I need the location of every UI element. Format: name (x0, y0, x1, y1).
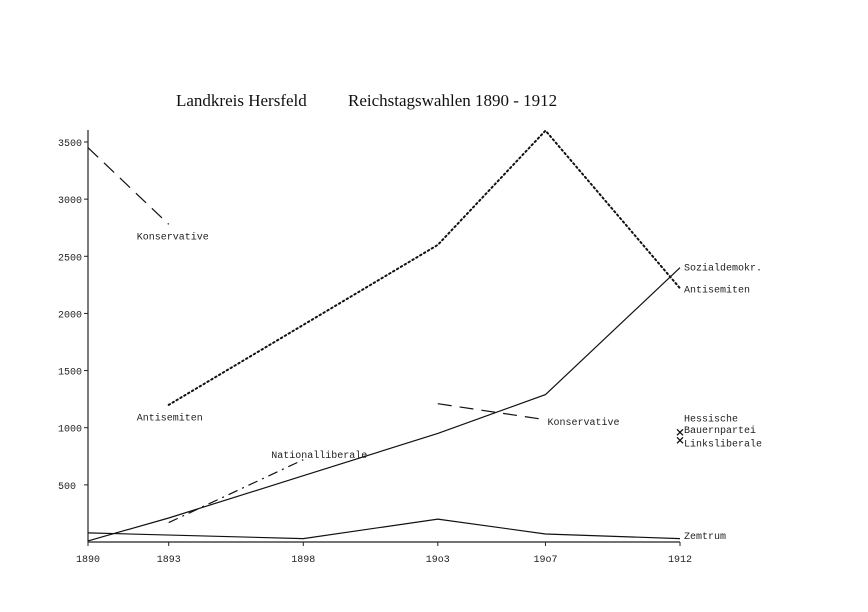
y-tick-label: 3000 (58, 196, 83, 208)
series-line-antisemiten (169, 131, 680, 405)
annotation-label: Konservative (547, 417, 620, 429)
annotation-label: Hessische (684, 414, 739, 426)
annotation-label: Zemtrum (684, 532, 727, 544)
chart-title-right: Reichstagswahlen 1890 - 1912 (348, 91, 558, 110)
annotation-label: Nationalliberale (271, 451, 368, 462)
annotation-label: Linksliberale (684, 439, 763, 451)
annotation-label: Sozialdemokr. (684, 263, 763, 275)
series-line-sozialdemokr (88, 268, 680, 541)
ticks (58, 139, 692, 566)
x-tick-label: 19o3 (425, 555, 450, 566)
y-tick-label: 2000 (58, 310, 83, 322)
y-tick-label: 500 (58, 481, 77, 493)
y-tick-label: 1000 (58, 424, 83, 436)
marker-linksliberale (677, 437, 683, 443)
x-tick-label: 1890 (75, 555, 101, 566)
x-tick-label: 1912 (667, 555, 693, 566)
chart-title-left: Landkreis Hersfeld (176, 91, 307, 110)
series-line-konservative (438, 404, 546, 420)
series-line-zentrum (88, 519, 680, 539)
x-tick-label: 1898 (291, 555, 316, 566)
annotation-label: Bauernpartei (684, 425, 757, 437)
y-tick-label: 3500 (58, 139, 83, 150)
annotation-label: Antisemiten (136, 413, 203, 425)
x-tick-label: 19o7 (533, 555, 558, 566)
annotation-label: Antisemiten (684, 285, 751, 297)
marker-hessische-bauernpartei (677, 429, 683, 435)
series (88, 131, 683, 541)
x-tick-label: 1893 (156, 555, 181, 566)
y-tick-label: 2500 (58, 253, 83, 265)
series-line-konservative (88, 148, 169, 225)
annotation-label: Konservative (136, 232, 209, 244)
y-tick-label: 1500 (58, 367, 83, 379)
series-line-nationalliberale (169, 460, 304, 523)
